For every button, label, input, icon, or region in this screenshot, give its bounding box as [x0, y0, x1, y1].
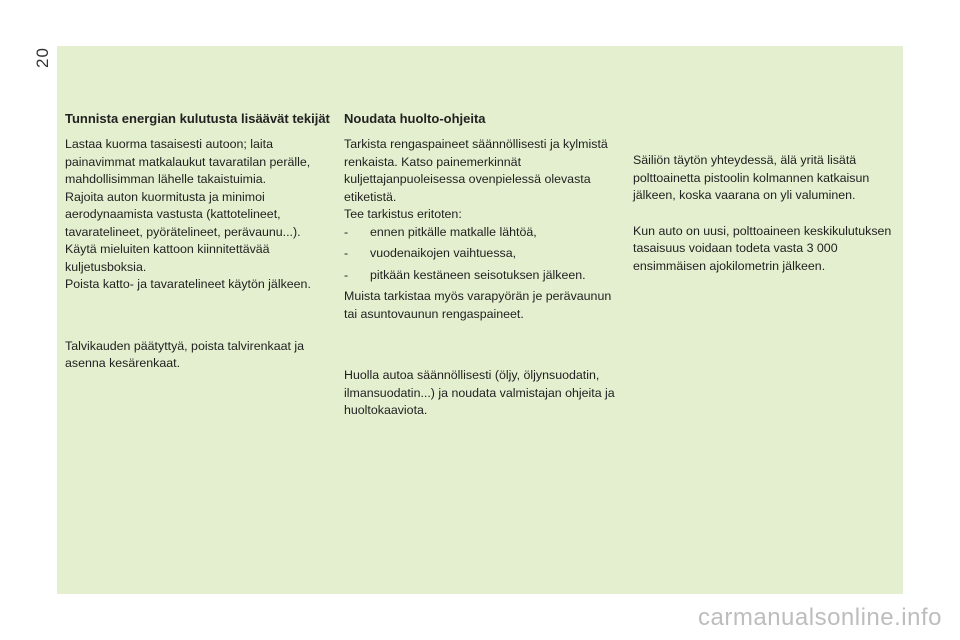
paragraph-service: Huolla autoa säännöllisesti (öljy, öljynsuodatin, ilmansuodatin...) ja noudata valmistajan ohjeita ja huoltokaaviota. — [344, 368, 615, 417]
heading-maintenance: Noudata huolto-ohjeita — [344, 111, 486, 126]
paragraph-load: Lastaa kuorma tasaisesti autoon; laita painavimmat matkalaukut tavaratilan perälle, mahdollisimman lähelle takaistuimia. — [65, 137, 311, 186]
content-panel — [57, 46, 903, 594]
paragraph-refuel: Säiliön täytön yhteydessä, älä yritä lisätä polttoainetta pistoolin kolmannen katkaisun jälkeen, koska vaarana on yli valuminen. — [633, 153, 870, 202]
heading-energy: Tunnista energian kulutusta lisäävät tekijät — [65, 111, 330, 126]
list-item: - pitkään kestäneen seisotuksen jälkeen. — [344, 267, 619, 285]
paragraph-check-when: Tee tarkistus eritoten: — [344, 207, 462, 221]
column-energy — [65, 112, 335, 373]
paragraph-tyre-pressure: Tarkista rengaspaineet säännöllisesti ja kylmistä renkaista. Katso painemerkinnät kuljettajanpuoleisessa ovenpielessä olevasta etiketistä. — [344, 137, 608, 204]
paragraph-remove-racks: Poista katto- ja tavaratelineet käytön jälkeen. — [65, 277, 311, 291]
list-item: - vuodenaikojen vaihtuessa, — [344, 245, 619, 263]
paragraph-limit-load: Rajoita auton kuormitusta ja minimoi aerodynaamista vastusta (kattotelineet, tavaratelineet, pyörätelineet, perävaunu...). — [65, 189, 301, 239]
watermark: carmanualsonline.info — [698, 604, 942, 631]
column-maintenance — [344, 112, 619, 420]
paragraph-roof-box: Käytä mieluiten kattoon kiinnitettävää kuljetusboksia. — [65, 242, 270, 274]
paragraph-new-car: Kun auto on uusi, polttoaineen keskikulutuksen tasaisuus voidaan todeta vasta 3 000 ensimmäisen ajokilometrin jälkeen. — [633, 223, 892, 273]
paragraph-spare-wheel: Muista tarkistaa myös varapyörän je perävaunun tai asuntovaunun rengaspaineet. — [344, 289, 612, 321]
list-item: - ennen pitkälle matkalle lähtöä, — [344, 224, 619, 242]
paragraph-winter-tyres: Talvikauden päätyttyä, poista talvirenkaat ja asenna kesärenkaat. — [65, 338, 305, 370]
column-fuel — [633, 152, 895, 275]
page-number: 20 — [33, 47, 52, 68]
check-list — [344, 224, 619, 285]
